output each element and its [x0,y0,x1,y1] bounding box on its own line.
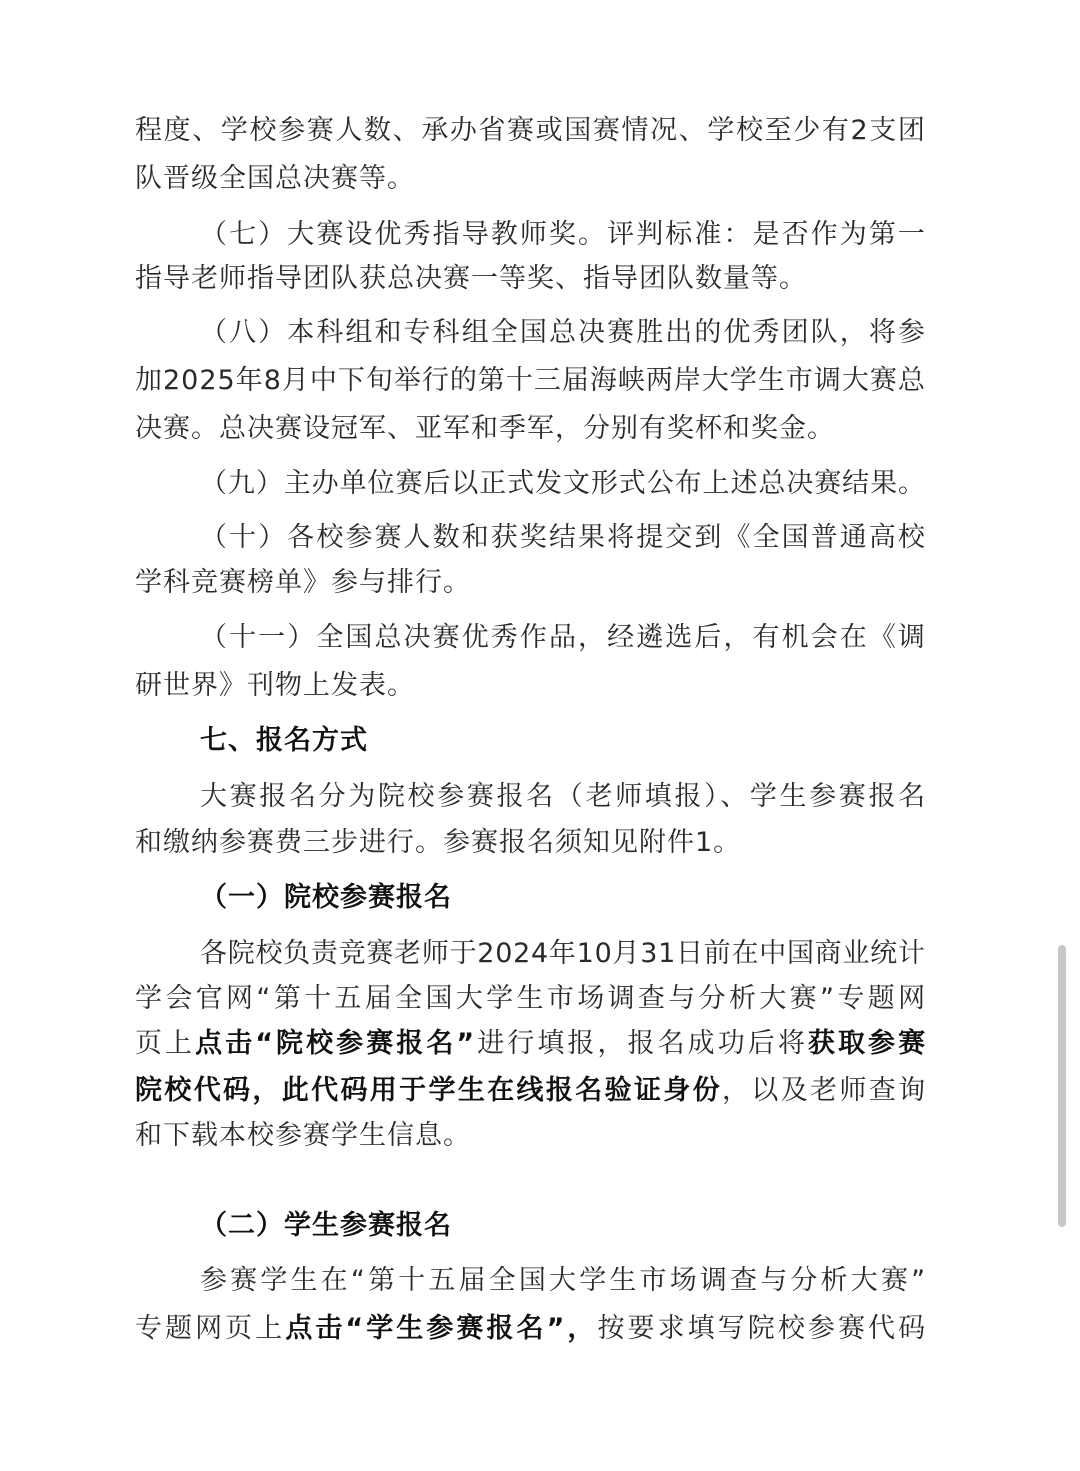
bold-text-segment: （一）院校参赛报名 [200,882,452,913]
text-segment: 按要求填写院校参赛代码 [597,1313,929,1344]
text-line [135,364,925,398]
bold-text-segment: （二）学生参赛报名 [200,1210,452,1241]
text-segment: 和缴纳参赛费三步进行。参赛报名须知见附件1。 [135,827,742,858]
bold-text-segment: 七、报名方式 [200,725,368,756]
text-segment: 进行填报，报名成功后将 [477,1028,808,1059]
text-line [200,1264,929,1298]
bold-text-segment: 点击“院校参赛报名” [195,1028,478,1059]
text-line [200,1209,925,1243]
text-line [135,566,925,600]
vertical-scrollbar[interactable] [1058,945,1066,1227]
text-line [200,724,925,758]
text-line [135,262,925,296]
text-line [135,162,925,196]
text-segment: 程度、学校参赛人数、承办省赛或国赛情况、学校至少有2支团 [135,115,927,146]
text-line [135,1074,928,1108]
bold-text-segment: 院校代码，此代码用于学生在线报名验证身份 [135,1075,722,1106]
text-segment: 参赛学生在“第十五届全国大学生市场调查与分析大赛” [200,1265,929,1296]
text-segment: 加2025年8月中下旬举行的第十三届海峡两岸大学生市调大赛总 [135,365,926,396]
text-segment: 研世界》刊物上发表。 [135,670,415,701]
text-segment: 大赛报名分为院校参赛报名（老师填报）、学生参赛报名 [200,781,928,812]
text-line [200,218,925,252]
text-segment: （九）主办单位赛后以正式发文形式公布上述总决赛结果。 [200,468,926,499]
text-segment: （十）各校参赛人数和获奖结果将提交到《全国普通高校 [200,522,927,553]
text-segment: ，以及老师查询 [722,1075,928,1106]
text-segment: （八）本科组和专科组全国总决赛胜出的优秀团队，将参 [200,317,927,348]
text-segment: 专题网页上 [135,1313,286,1344]
bold-text-segment: 点击“学生参赛报名”， [285,1313,598,1344]
text-line [135,412,925,446]
text-line [200,780,928,814]
text-segment: 学会官网“第十五届全国大学生市场调查与分析大赛”专题网 [135,983,929,1014]
text-segment: 队晋级全国总决赛等。 [135,163,415,194]
text-segment: （七）大赛设优秀指导教师奖。评判标准：是否作为第一 [200,219,927,250]
text-line [200,937,925,971]
text-segment: 指导老师指导团队获总决赛一等奖、指导团队数量等。 [135,263,807,294]
text-segment: 页上 [135,1028,196,1059]
text-line [200,521,925,555]
text-segment: 和下载本校参赛学生信息。 [135,1120,471,1151]
text-line [135,982,929,1016]
text-line [200,881,925,915]
text-segment: 学科竞赛榜单》参与排行。 [135,567,471,598]
text-segment: 各院校负责竞赛老师于2024年10月31日前在中国商业统计 [200,938,926,969]
text-line [200,621,925,655]
text-line [200,467,925,501]
text-segment: （十一）全国总决赛优秀作品，经遴选后，有机会在《调 [200,622,927,653]
text-segment: 决赛。总决赛设冠军、亚军和季军，分别有奖杯和奖金。 [135,413,835,444]
text-line [135,669,925,703]
text-line [200,316,925,350]
text-line [135,1312,929,1346]
text-line [135,1119,925,1153]
text-line [135,826,925,860]
bold-text-segment: 获取参赛 [807,1028,929,1059]
text-line [135,114,925,148]
text-line [135,1027,929,1061]
